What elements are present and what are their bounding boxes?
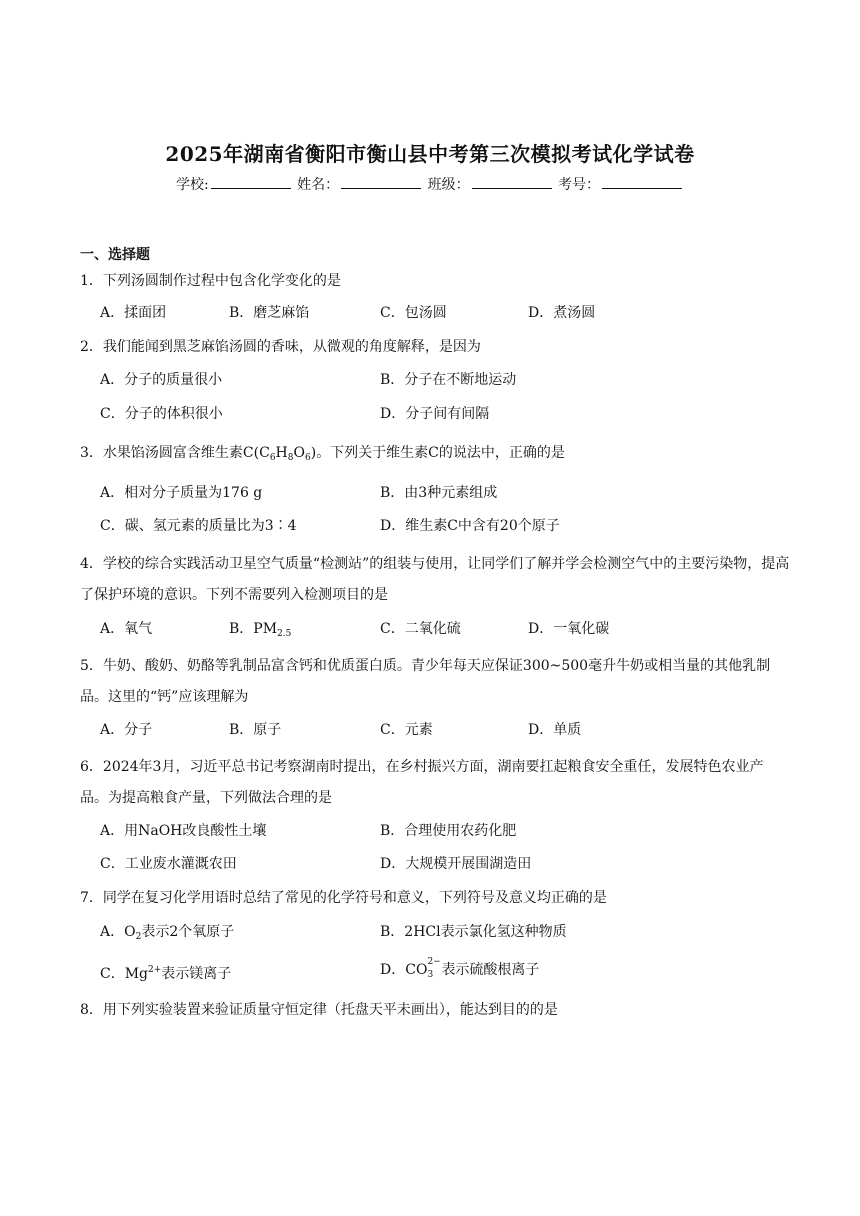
q7-option-a-letter: A． (100, 924, 125, 940)
q7-option-c[interactable] (100, 960, 231, 984)
q2-option-b[interactable]: B．分子在不断地运动 (380, 372, 517, 388)
number-blank[interactable] (602, 174, 682, 189)
school-label: 学校: (175, 177, 209, 193)
q2-option-c[interactable]: C．分子的体积很小 (100, 406, 223, 422)
q6-option-a[interactable]: A．用NaOH改良酸性土壤 (100, 823, 267, 839)
question-8-stem: 8．用下列实验装置来验证质量守恒定律（托盘天平未画出），能达到目的的是 (80, 1002, 558, 1018)
q5-option-d[interactable]: D．单质 (528, 722, 582, 738)
q3-option-c-text: C．碳、氢元素的质量比为 (100, 518, 265, 534)
q3-option-d[interactable]: D．维生素C中含有20个原子 (380, 518, 560, 534)
question-3-stem (80, 438, 790, 474)
number-label: 考号： (558, 177, 601, 193)
class-blank[interactable] (472, 174, 552, 189)
pm25-formula: $PM_{2.5}$ (253, 621, 292, 639)
q3-option-a-value: 176 g (222, 485, 263, 501)
section-heading: 一、选择题 (80, 247, 150, 263)
q4-option-b-letter: B． (229, 621, 254, 637)
exam-title: 2025年湖南省衡阳市衡山县中考第三次模拟考试化学试卷 (165, 142, 695, 166)
q5-option-c[interactable]: C．元素 (380, 722, 433, 738)
q3-stem-pre: 3．水果馅汤圆富含维生素 (80, 445, 243, 461)
question-5-stem: 5．牛奶、酸奶、奶酪等乳制品富含钙和优质蛋白质。青少年每天应保证300~500毫升牛奶或相当量的其他乳制品。这里的“钙”应该理解为 (80, 658, 771, 705)
q6-option-c[interactable]: C．工业废水灌溉农田 (100, 856, 237, 872)
question-1-stem: 1．下列汤圆制作过程中包含化学变化的是 (80, 273, 341, 289)
q7-formula-b: 2HCl (404, 924, 441, 940)
q3-option-a[interactable] (100, 483, 262, 503)
q1-option-d[interactable]: D．煮汤圆 (528, 305, 596, 321)
q7-option-b-text: 表示氯化氢这种物质 (440, 924, 567, 940)
q7-formula-a: $O_2$ (124, 924, 142, 942)
q6-option-b[interactable]: B．合理使用农药化肥 (380, 823, 517, 839)
q7-option-a-text: 表示2个氧原子 (141, 924, 235, 940)
q2-option-d[interactable]: D．分子间有间隔 (380, 406, 490, 422)
q7-formula-d: CO 2− 3 (405, 957, 441, 980)
q3-option-a-text: A．相对分子质量为 (100, 485, 223, 501)
q3-stem-post: 。下列关于维生素C的说法中，正确的是 (316, 445, 565, 461)
q7-option-a[interactable] (100, 922, 234, 947)
school-blank[interactable] (211, 174, 291, 189)
student-info-line (0, 174, 860, 194)
q1-option-a[interactable]: A．揉面团 (100, 305, 167, 321)
vitamin-c-formula: $C(C_6H_8O_6)$ (242, 445, 317, 463)
question-7-stem: 7．同学在复习化学用语时总结了常见的化学符号和意义，下列符号及意义均正确的是 (80, 890, 607, 906)
q4-option-c[interactable]: C．二氧化硫 (380, 621, 461, 637)
name-blank[interactable] (341, 174, 421, 189)
q3-option-c-value: 3∶4 (264, 518, 297, 534)
question-4-stem: 4．学校的综合实践活动卫星空气质量“检测站”的组装与使用，让同学们了解并学会检测空气中的主要污染物，提高了保护环境的意识。下列不需要列入检测项目的是 (80, 556, 790, 603)
q1-option-b[interactable]: B．磨芝麻馅 (229, 305, 310, 321)
q1-option-c[interactable]: C．包汤圆 (380, 305, 447, 321)
question-2-stem: 2．我们能闻到黑芝麻馅汤圆的香味，从微观的角度解释，是因为 (80, 339, 481, 355)
class-label: 班级： (427, 177, 470, 193)
q6-option-d[interactable]: D．大规模开展围湖造田 (380, 856, 532, 872)
question-6-stem: 6．2024年3月，习近平总书记考察湖南时提出，在乡村振兴方面，湖南要扛起粮食安全重任，发展特色农业产品。为提高粮食产量，下列做法合理的是 (80, 759, 764, 806)
q7-option-c-letter: C． (100, 966, 125, 982)
q7-option-d-letter: D． (380, 962, 406, 978)
q2-option-a[interactable]: A．分子的质量很小 (100, 372, 223, 388)
q4-option-d[interactable]: D．一氧化碳 (528, 621, 610, 637)
q4-option-b[interactable] (229, 619, 291, 644)
q5-option-a[interactable]: A．分子 (100, 722, 153, 738)
q7-formula-c: $Mg^{2+}$ (124, 965, 162, 982)
q7-option-c-text: 表示镁离子 (161, 966, 232, 982)
q7-option-b[interactable] (380, 922, 567, 942)
q7-option-d[interactable] (380, 957, 540, 980)
name-label: 姓名： (297, 177, 340, 193)
q4-option-a[interactable]: A．氧气 (100, 621, 153, 637)
q7-option-b-letter: B． (380, 924, 405, 940)
q3-option-c[interactable] (100, 516, 297, 536)
q7-option-d-text: 表示硫酸根离子 (441, 962, 540, 978)
q5-option-b[interactable]: B．原子 (229, 722, 282, 738)
q3-option-b[interactable]: B．由3种元素组成 (380, 485, 498, 501)
